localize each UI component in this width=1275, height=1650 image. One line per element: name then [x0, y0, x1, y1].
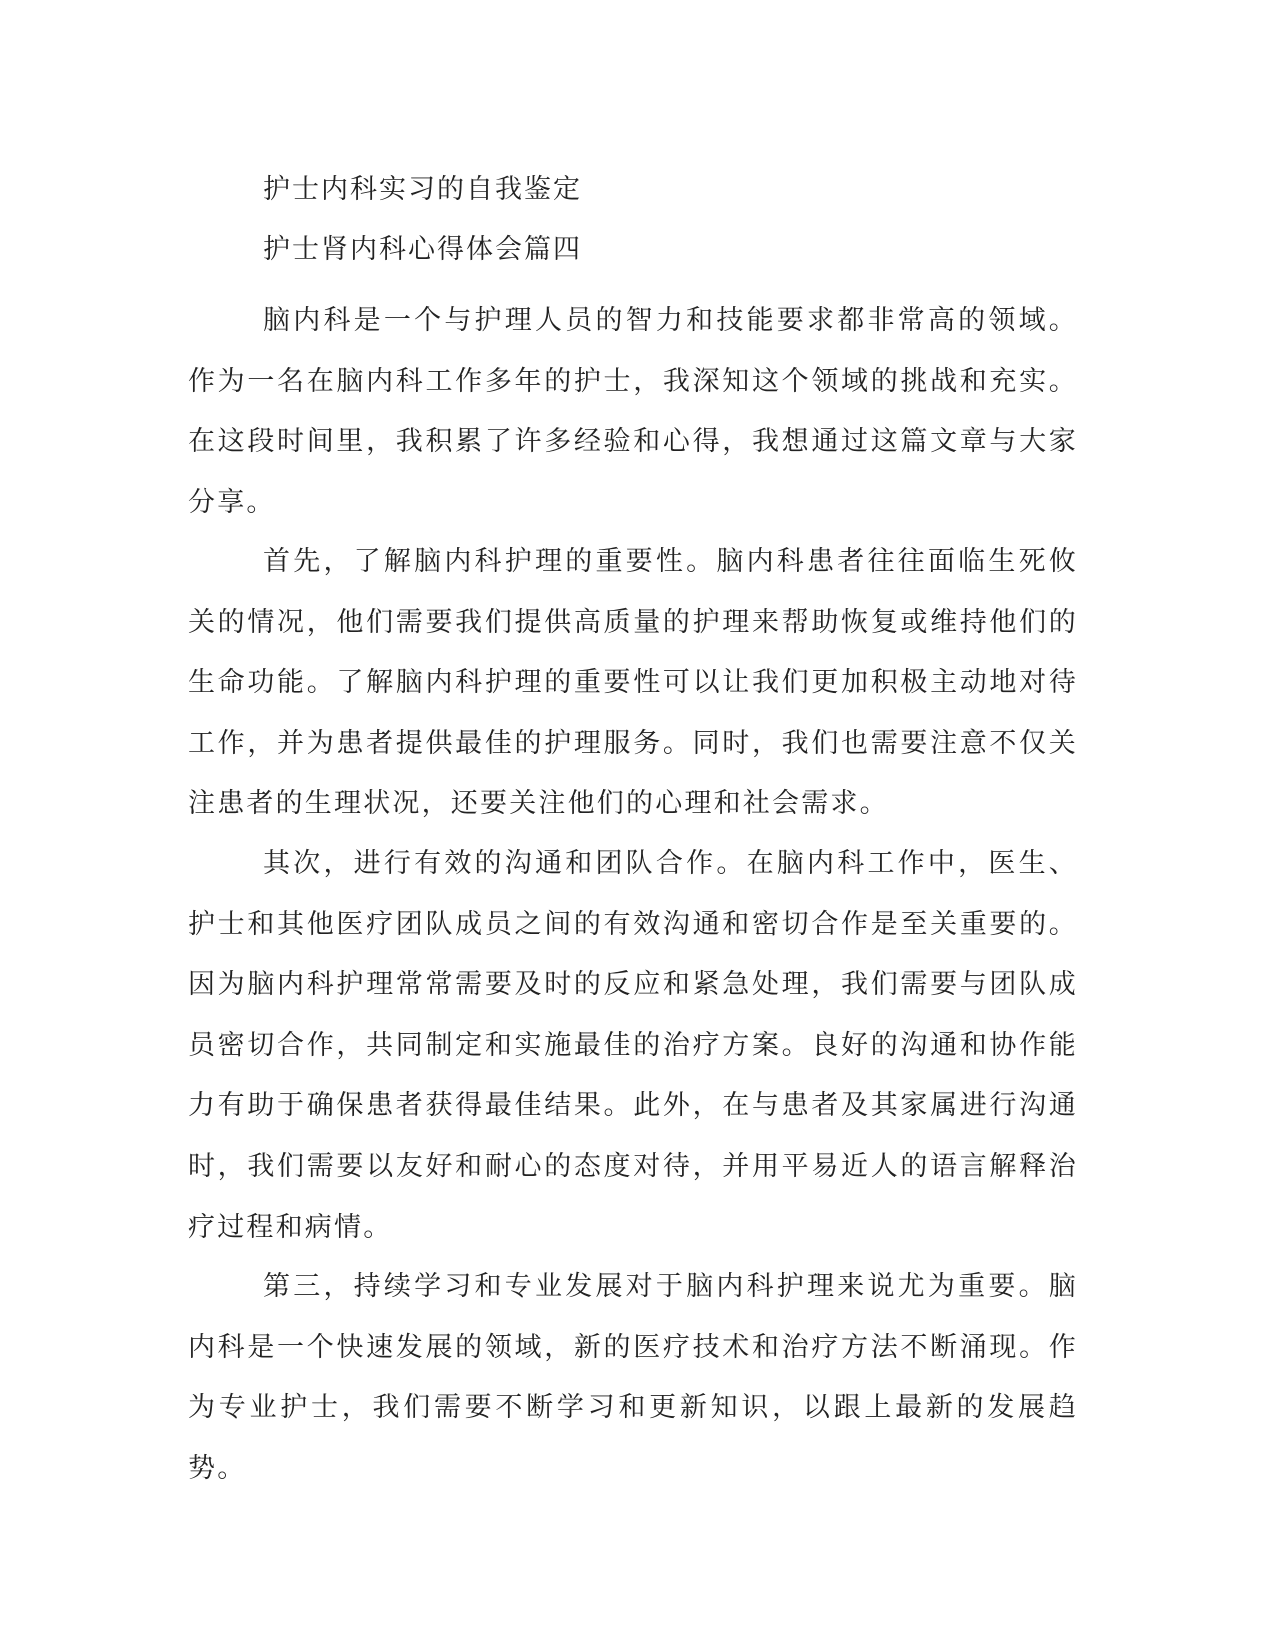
document-subtitle: 护士肾内科心得体会篇四 — [263, 234, 582, 265]
paragraph-second: 其次，进行有效的沟通和团队合作。在脑内科工作中，医生、护士和其他医疗团队成员之间的有效沟通和密切合作是至关重要的。因为脑内科护理常常需要及时的反应和紧急处理，我们需要与团队成员密切合作，共同制定和实施最佳的治疗方案。良好的沟通和协作能力有助于确保患者获得最佳结果。此外，在与患者及其家属进行沟通时，我们需要以友好和耐心的态度对待，并用平易近人的语言解释治疗过程和病情。 — [188, 848, 1078, 1243]
paragraph-first: 首先，了解脑内科护理的重要性。脑内科患者往往面临生死攸关的情况，他们需要我们提供高质量的护理来帮助恢复或维持他们的生命功能。了解脑内科护理的重要性可以让我们更加积极主动地对待工作，并为患者提供最佳的护理服务。同时，我们也需要注意不仅关注患者的生理状况，还要关注他们的心理和社会需求。 — [188, 546, 1078, 820]
document-title: 护士内科实习的自我鉴定 — [263, 174, 582, 205]
paragraph-intro: 脑内科是一个与护理人员的智力和技能要求都非常高的领域。作为一名在脑内科工作多年的护士，我深知这个领域的挑战和充实。在这段时间里，我积累了许多经验和心得，我想通过这篇文章与大家分享。 — [188, 305, 1078, 518]
paragraph-third: 第三，持续学习和专业发展对于脑内科护理来说尤为重要。脑内科是一个快速发展的领域，新的医疗技术和治疗方法不断涌现。作为专业护士，我们需要不断学习和更新知识，以跟上最新的发展趋势。 — [188, 1271, 1078, 1484]
